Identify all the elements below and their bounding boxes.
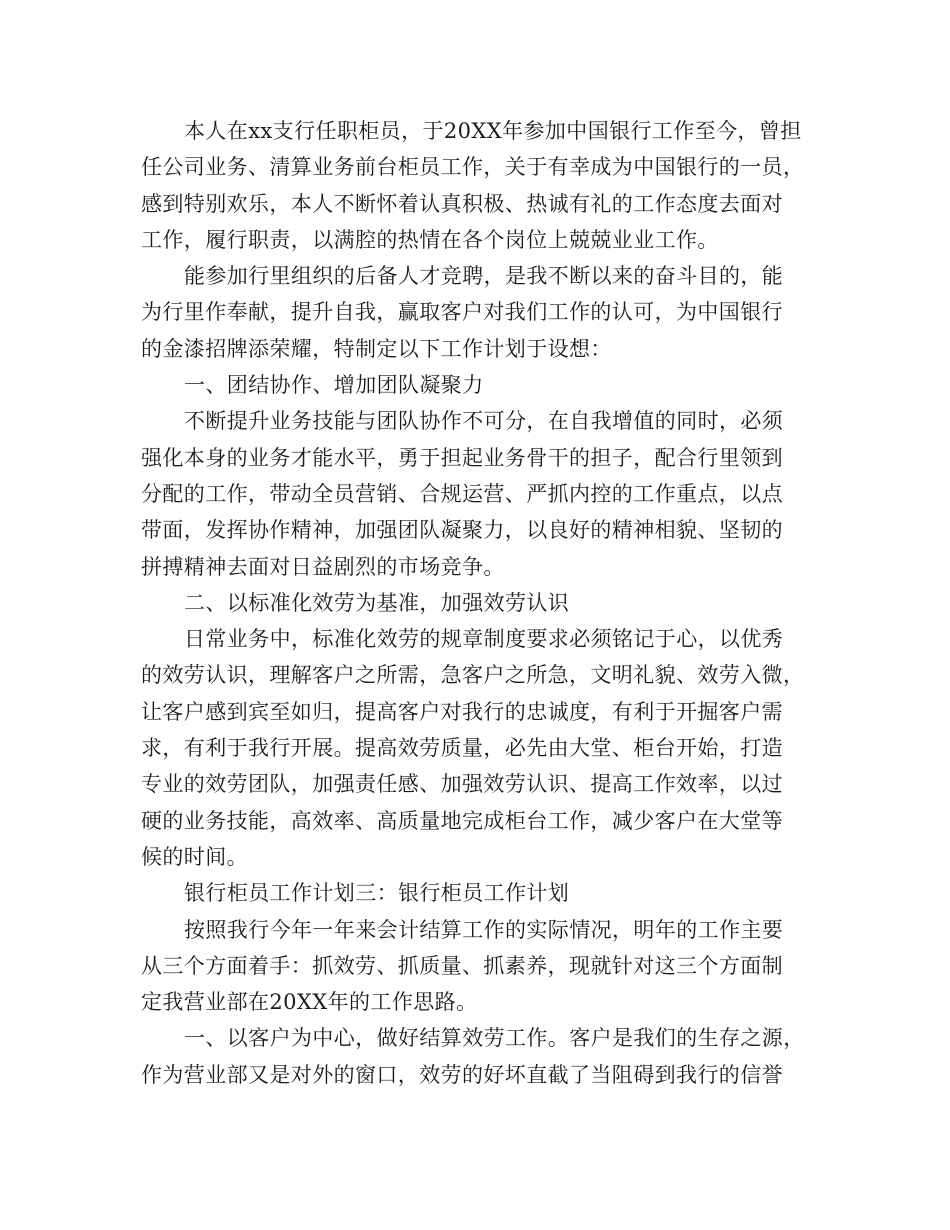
text-line: 硬的业务技能，高效率、高质量地完成柜台工作，减少客户在大堂等	[141, 808, 783, 833]
text-line: 强化本身的业务才能水平，勇于担起业务骨干的担子，配合行里领到	[141, 445, 783, 470]
text-line: 能参加行里组织的后备人才竞聘，是我不断以来的奋斗目的，能	[184, 264, 784, 289]
text-line: 求，有利于我行开展。提高效劳质量，必先由大堂、柜台开始，打造	[141, 736, 783, 761]
text-line: 工作，履行职责，以满腔的热情在各个岗位上兢兢业业工作。	[141, 227, 719, 252]
text-line: 银行柜员工作计划三：银行柜员工作计划	[184, 881, 570, 906]
text-line: 作为营业部又是对外的窗口，效劳的好坏直截了当阻碍到我行的信誉	[141, 1062, 783, 1087]
text-line: 日常业务中，标准化效劳的规章制度要求必须铭记于心，以优秀	[184, 627, 784, 652]
text-line: 感到特别欢乐，本人不断怀着认真积极、热诚有礼的工作态度去面对	[141, 191, 783, 216]
text-line: 按照我行今年一年来会计结算工作的实际情况，明年的工作主要	[184, 917, 784, 942]
text-line: 拼搏精神去面对日益剧烈的市场竞争。	[141, 554, 505, 579]
text-line: 分配的工作，带动全员营销、合规运营、严抓内控的工作重点，以点	[141, 481, 783, 506]
text-line: 的金漆招牌添荣耀，特制定以下工作计划于设想：	[141, 336, 612, 361]
text-line: 为行里作奉献，提升自我，赢取客户对我们工作的认可，为中国银行	[141, 300, 783, 325]
text-line: 不断提升业务技能与团队协作不可分，在自我增值的同时，必须	[184, 409, 784, 434]
text-line: 一、团结协作、增加团队凝聚力	[184, 373, 484, 398]
text-line: 专业的效劳团队，加强责任感、加强效劳认识、提高工作效率，以过	[141, 772, 783, 797]
text-line: 候的时间。	[141, 844, 248, 869]
text-line: 二、以标准化效劳为基准，加强效劳认识	[184, 590, 570, 615]
text-line: 从三个方面着手：抓效劳、抓质量、抓素养，现就针对这三个方面制	[141, 953, 783, 978]
text-line: 带面，发挥协作精神，加强团队凝聚力，以良好的精神相貌、坚韧的	[141, 518, 783, 543]
document-body	[141, 113, 831, 1093]
text-line: 让客户感到宾至如归，提高客户对我行的忠诚度，有利于开掘客户需	[141, 699, 783, 724]
text-line: 本人在xx支行任职柜员，于20XX年参加中国银行工作至今，曾担	[184, 119, 802, 143]
text-line: 任公司业务、清算业务前台柜员工作，关于有幸成为中国银行的一员，	[141, 155, 805, 180]
text-line: 一、以客户为中心，做好结算效劳工作。客户是我们的生存之源，	[184, 1026, 805, 1051]
text-line: 定我营业部在20XX年的工作思路。	[141, 990, 478, 1015]
text-line: 的效劳认识，理解客户之所需，急客户之所急，文明礼貌、效劳入微，	[141, 663, 805, 688]
